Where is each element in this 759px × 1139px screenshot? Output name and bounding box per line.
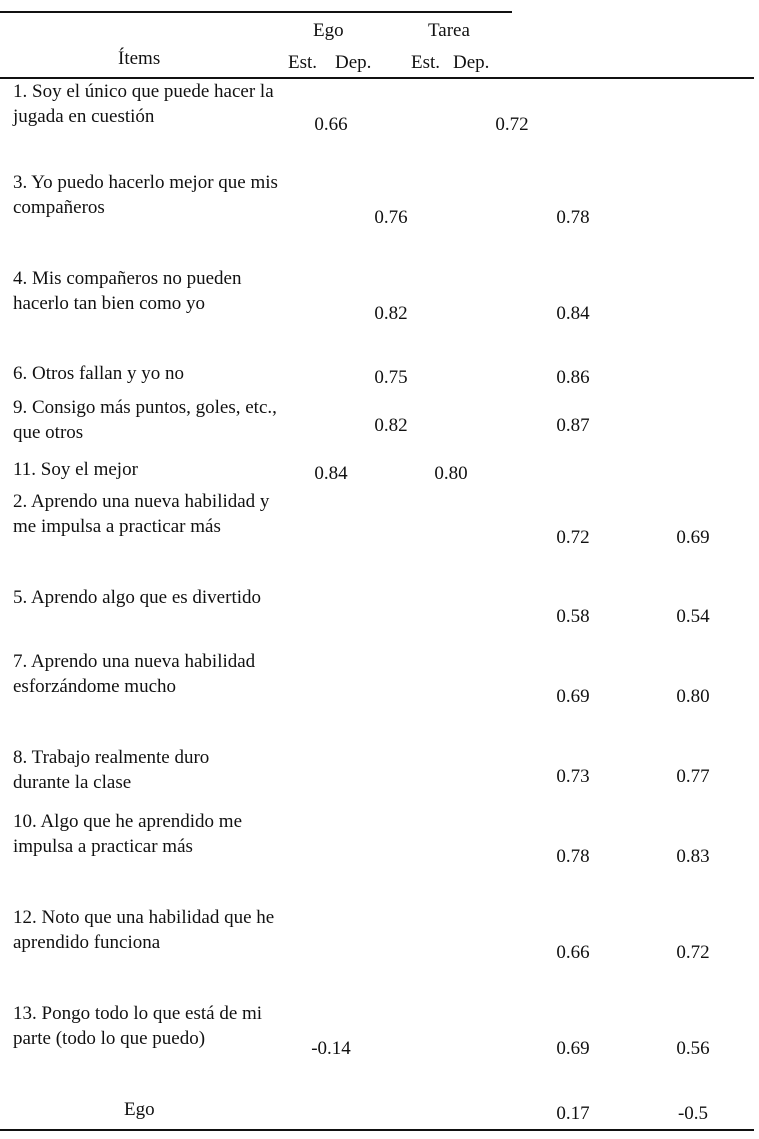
table-cell-value: 0.78	[556, 846, 590, 867]
table-cell-value: 0.80	[676, 686, 710, 707]
header-ego-est: Est.	[288, 52, 318, 73]
table-row-item: 8. Trabajo realmente duro durante la clase	[13, 747, 210, 793]
table-cell-value: 0.87	[556, 415, 590, 436]
table-row-item: 10. Algo que he aprendido me impulsa a practicar más	[13, 811, 243, 857]
footer-value: -0.5	[677, 1103, 709, 1124]
table-row-item: 6. Otros fallan y yo no	[13, 363, 184, 384]
table-cell-value: 0.83	[676, 846, 710, 867]
table-cell-value: 0.56	[676, 1038, 710, 1059]
table-cell-value: 0.73	[556, 766, 590, 787]
table-row-item: 4. Mis compañeros no pueden hacerlo tan bien como yo	[13, 268, 242, 314]
header-ego-dep: Dep.	[335, 52, 372, 73]
table-row-item: 5. Aprendo algo que es divertido	[13, 587, 262, 608]
footer-value: 0.17	[556, 1103, 590, 1124]
table-cell-value: 0.84	[314, 463, 348, 484]
table-row-item: 11. Soy el mejor	[13, 459, 138, 480]
table-row-item: 1. Soy el único que puede hacer la jugada en cuestión	[13, 81, 274, 127]
table-row-item: 3. Yo puedo hacerlo mejor que mis compañeros	[13, 172, 278, 218]
table-cell-value: 0.75	[374, 367, 408, 388]
table-cell-value: 0.76	[374, 207, 408, 228]
table-cell-value: 0.82	[374, 415, 408, 436]
top-rule	[0, 11, 512, 13]
table-cell-value: 0.78	[556, 207, 590, 228]
table-row-item: 2. Aprendo una nueva habilidad y me impulsa a practicar más	[13, 491, 270, 537]
table-cell-value: 0.58	[556, 606, 590, 627]
table-row-item: 9. Consigo más puntos, goles, etc., que otros	[13, 397, 277, 443]
table-cell-value: 0.66	[556, 942, 590, 963]
header-tarea-dep: Dep.	[453, 52, 490, 73]
header-items: Ítems	[118, 48, 161, 69]
table-cell-value: 0.86	[556, 367, 590, 388]
table-cell-value: 0.80	[434, 463, 468, 484]
table-cell-value: 0.54	[676, 606, 710, 627]
table-cell-value: 0.72	[556, 527, 590, 548]
table-cell-value: 0.72	[676, 942, 710, 963]
table-cell-value: 0.84	[556, 303, 590, 324]
header-group-tarea: Tarea	[428, 20, 470, 41]
table-cell-value: 0.69	[676, 527, 710, 548]
header-group-ego: Ego	[313, 20, 344, 41]
table-cell-value: 0.82	[374, 303, 408, 324]
table-cell-value: 0.77	[676, 766, 710, 787]
header-tarea-est: Est.	[411, 52, 441, 73]
table-row-item: 12. Noto que una habilidad que he aprendido funciona	[13, 907, 275, 953]
footer-label: Ego	[124, 1099, 155, 1120]
table-cell-value: 0.72	[495, 114, 529, 135]
table-cell-value: -0.14	[311, 1038, 351, 1059]
table-cell-value: 0.66	[314, 114, 348, 135]
bottom-rule	[0, 1129, 754, 1131]
table-row-item: 7. Aprendo una nueva habilidad esforzándome mucho	[13, 651, 256, 697]
table-row-item: 13. Pongo todo lo que está de mi parte (todo lo que puedo)	[13, 1003, 263, 1049]
table-cell-value: 0.69	[556, 686, 590, 707]
table-cell-value: 0.69	[556, 1038, 590, 1059]
